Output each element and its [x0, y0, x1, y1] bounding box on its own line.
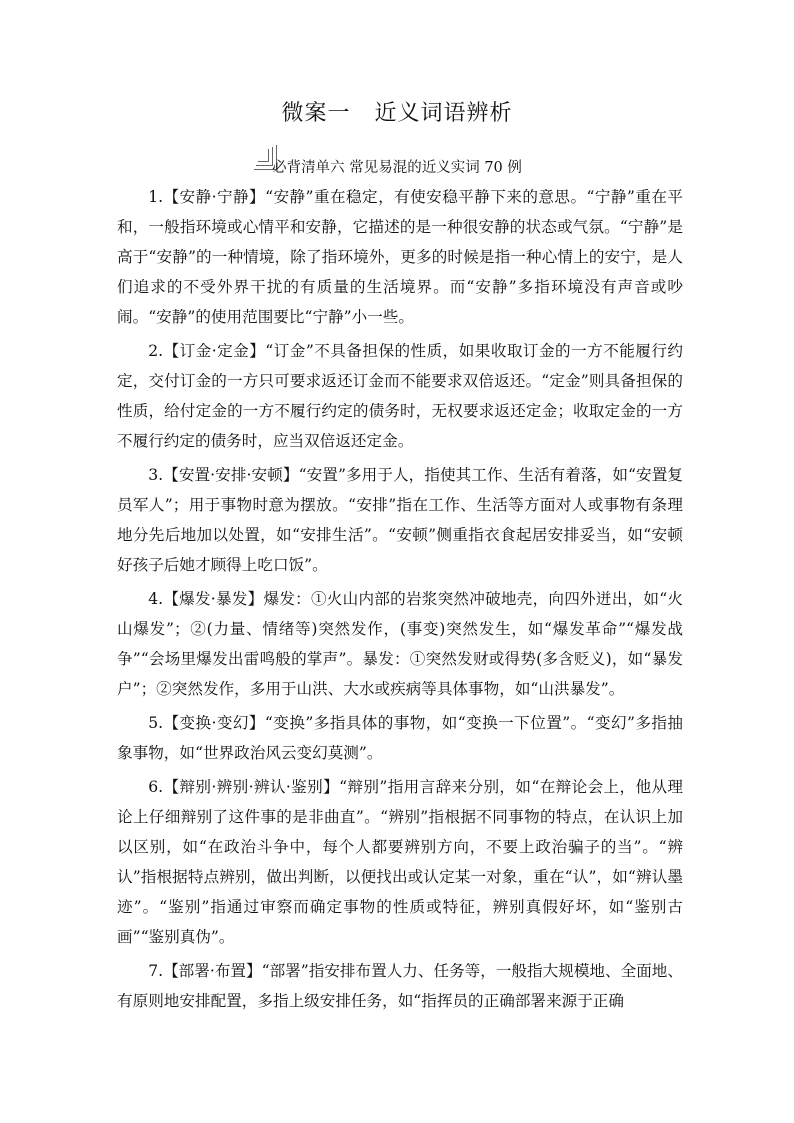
entry-term: 【辩别·辨别·辨认·鉴别】: [163, 778, 340, 796]
entry-term: 【订金·定金】: [163, 342, 266, 360]
title-part-1: 微案一: [281, 101, 351, 126]
entry-text: “安静”重在稳定，有使安稳平静下来的意思。“宁静”重在平和，一般指环境或心情平和安静，它描述的是一种很安静的状态或气氛。“宁静”是高于“安静”的一种情境，除了指环境外，更多的时候是指一种心情上的安宁，是人们追求的不受外界干扰的有质量的生活境界。而“安静”多指环境没有声音或吵闹。“安静”的使用范围要比“宁静”小一些。: [117, 188, 683, 326]
entry-list: [117, 182, 683, 1020]
entry-term: 【安置·安排·安顿】: [163, 466, 299, 484]
entry-6: [117, 772, 683, 952]
entry-2: [117, 336, 683, 456]
entry-text: “部署”指安排布置人力、任务等，一般指大规模地、全面地、有原则地安排配置，多指上级安排任务，如“指挥员的正确部署来源于正确: [117, 962, 683, 1010]
entry-number: 7.: [148, 962, 164, 980]
entry-number: 6.: [148, 778, 164, 796]
entry-term: 【变换·变幻】: [163, 714, 265, 732]
entry-4: [117, 584, 683, 704]
entry-5: [117, 708, 683, 768]
entry-3: [117, 460, 683, 580]
entry-7: [117, 956, 683, 1016]
page-title: [0, 96, 794, 127]
entry-term: 【安静·宁静】: [163, 188, 266, 206]
entry-number: 5.: [148, 714, 164, 732]
title-part-2: 近义词语辨析: [374, 101, 513, 126]
entry-text: “安置”多用于人，指使其工作、生活有着落，如“安置复员军人”；用于事物时意为摆放。“安排”指在工作、生活等方面对人或事物有条理地分先后地加以处置，如“安排生活”。“安顿”侧重指衣食起居安排妥当，如“安顿好孩子后她才顾得上吃口饭”。: [117, 466, 683, 574]
entry-number: 2.: [148, 342, 164, 360]
entry-text: “变换”多指具体的事物，如“变换一下位置”。“变幻”多指抽象事物，如“世界政治风云变幻莫测”。: [117, 714, 683, 762]
section-subtitle: 必背清单六 常见易混的近义实词 70 例: [272, 160, 522, 176]
entry-text: “订金”不具备担保的性质，如果收取订金的一方不能履行约定，交付订金的一方只可要求返还订金而不能要求双倍返还。“定金”则具备担保的性质，给付定金的一方不履行约定的债务时，无权要求返还定金；收取定金的一方不履行约定的债务时，应当双倍返还定金。: [117, 342, 683, 450]
entry-term: 【部署·布置】: [163, 962, 262, 980]
entry-text: 爆发：①火山内部的岩浆突然冲破地壳，向四外迸出，如“火山爆发”；②(力量、情绪等)突然发作，(事变)突然发生，如“爆发革命”“爆发战争”“会场里爆发出雷鸣般的掌声”。暴发：①突然发财或得势(多含贬义)，如“暴发户”；②突然发作，多用于山洪、大水或疾病等具体事物，如“山洪暴发”。: [117, 590, 683, 698]
entry-term: 【爆发·暴发】: [163, 590, 264, 608]
entry-number: 4.: [148, 590, 164, 608]
entry-text: “辩别”指用言辞来分别，如“在辩论会上，他从理论上仔细辩别了这件事的是非曲直”。“辨别”指根据不同事物的特点，在认识上加以区别，如“在政治斗争中，每个人都要辨别方向，不要上政治骗子的当”。“辨认”指根据特点辨别，做出判断，以便找出或认定某一对象，重在“认”，如“辨认墨迹”。“鉴别”指通过审察而确定事物的性质或特征，辨别真假好坏，如“鉴别古画”“鉴别真伪”。: [117, 778, 684, 946]
entry-number: 3.: [148, 466, 164, 484]
entry-number: 1.: [148, 188, 164, 206]
entry-1: [117, 182, 683, 332]
